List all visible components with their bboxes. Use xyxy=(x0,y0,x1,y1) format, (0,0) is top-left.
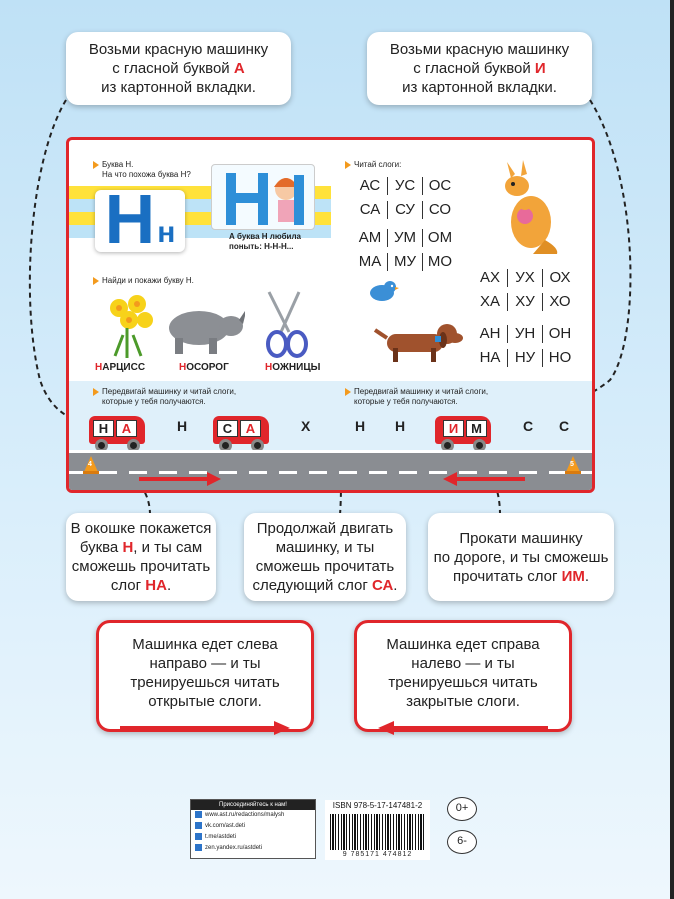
syllable: УС xyxy=(394,177,416,194)
highlight-syllable: СА xyxy=(371,577,394,594)
barcode xyxy=(330,814,425,850)
callout-line: из картонной вкладки. xyxy=(101,79,256,96)
dachshund-picture-icon xyxy=(373,316,465,366)
direction-line: Машинка едет слева xyxy=(132,636,278,653)
traffic-cone-icon xyxy=(83,456,99,474)
link-text: vk.com/ast.deti xyxy=(205,823,246,829)
rhino-picture-icon xyxy=(161,298,245,356)
callout-line: машинку, и ты xyxy=(275,539,375,556)
callout-take-car-i xyxy=(367,32,592,105)
letter-intro xyxy=(93,160,191,180)
road-letter: С xyxy=(523,418,534,434)
syllable-group-s xyxy=(353,174,457,222)
vowel-letter: А xyxy=(233,60,245,77)
direction-line: тренируешься читать xyxy=(388,674,538,691)
syllable: ХО xyxy=(549,293,571,310)
direction-box-right-to-left xyxy=(354,620,572,732)
syllable: СО xyxy=(428,201,452,218)
direction-box-left-to-right xyxy=(96,620,314,732)
callout-roll-car xyxy=(428,513,614,601)
intro-line: Буква Н. xyxy=(102,160,134,169)
book-spread xyxy=(66,137,595,493)
marker-triangle-icon xyxy=(93,388,99,396)
hint-line: Передвигай машинку и читай слоги, xyxy=(102,387,237,396)
read-label: Читай слоги: xyxy=(354,160,402,169)
direction-line: направо — и ты xyxy=(149,655,261,672)
direction-line: Машинка едет справа xyxy=(386,636,540,653)
arrow-left-icon xyxy=(378,721,548,735)
callout-line: прочитать слог xyxy=(452,567,562,585)
road-letter: С xyxy=(559,418,570,434)
big-letter-upper: Н xyxy=(104,180,156,258)
callout-line: Возьми красную машинку xyxy=(88,41,269,58)
car-window: М xyxy=(466,420,487,437)
callout-line: с гласной буквой xyxy=(112,60,234,77)
vowel-letter: И xyxy=(534,60,546,77)
social-links-box xyxy=(190,799,316,859)
syllable: АХ xyxy=(479,269,500,286)
marker-triangle-icon xyxy=(93,277,99,285)
syllable: МУ xyxy=(393,253,417,270)
highlight-letter: Н xyxy=(122,539,134,556)
intro-question: На что похожа буква Н? xyxy=(102,170,191,179)
callout-line: Возьми красную машинку xyxy=(389,41,570,58)
syllable: УМ xyxy=(393,229,417,246)
word-first-letter: Н xyxy=(179,362,187,373)
link-row[interactable] xyxy=(191,832,315,843)
syllable: ОН xyxy=(548,325,572,342)
red-car-sa[interactable] xyxy=(213,412,269,452)
red-car-im[interactable] xyxy=(435,412,491,452)
road-letter: Н xyxy=(177,418,188,434)
zen-icon xyxy=(195,844,202,851)
girl-with-letter-icon xyxy=(212,165,316,231)
daffodil-picture-icon xyxy=(99,290,159,360)
barcode-digits: 9 785171 474812 xyxy=(342,851,413,858)
callout-line: Прокати машинку xyxy=(459,529,583,547)
syllable-group-h xyxy=(473,266,577,314)
syllable: НА xyxy=(479,349,501,366)
caption-line: А буква Н любила xyxy=(229,232,301,241)
syllable: ОС xyxy=(428,177,452,194)
vk-icon xyxy=(195,822,202,829)
find-letter-task xyxy=(93,276,194,286)
caption-line: поныть: Н-Н-Н... xyxy=(229,242,294,251)
syllable: УХ xyxy=(515,269,535,286)
marker-triangle-icon xyxy=(345,161,351,169)
word-rest: ОЖНИЦЫ xyxy=(272,362,321,373)
link-row[interactable] xyxy=(191,821,315,832)
word-rest: АРЦИСС xyxy=(102,362,146,373)
callout-line: . xyxy=(584,567,590,585)
road-letter: Н xyxy=(355,418,366,434)
hint-line: которые у тебя получаются. xyxy=(354,397,458,406)
direction-line: тренируешься читать xyxy=(130,674,280,691)
syllable-group-m xyxy=(353,226,457,274)
arrow-right-icon xyxy=(139,472,221,486)
syllable: ОХ xyxy=(549,269,571,286)
arrow-left-icon xyxy=(443,472,525,486)
word-narciss xyxy=(95,362,145,373)
car-window: А xyxy=(116,420,137,437)
hint-line: которые у тебя получаются. xyxy=(102,397,206,406)
syllable: НО xyxy=(548,349,572,366)
callout-line: , и ты сам xyxy=(133,539,203,556)
car-window: С xyxy=(217,420,238,437)
car-window: И xyxy=(443,420,464,437)
marker-triangle-icon xyxy=(93,161,99,169)
marker-triangle-icon xyxy=(345,388,351,396)
direction-line: налево — и ты xyxy=(411,655,515,672)
callout-line: следующий слог xyxy=(252,577,372,594)
link-text: zen.yandex.ru/astdeti xyxy=(205,845,263,851)
callout-line: сможешь прочитать xyxy=(71,558,211,575)
road-letter: Х xyxy=(301,418,311,434)
syllable: АН xyxy=(479,325,501,342)
lane-hint-left xyxy=(93,387,236,407)
age-rating-badge: 0+ xyxy=(447,797,477,821)
hint-line: Передвигай машинку и читай слоги, xyxy=(354,387,489,396)
link-row[interactable] xyxy=(191,843,315,854)
road-letter: Н xyxy=(395,418,406,434)
word-nozhnicy xyxy=(265,362,320,373)
kangaroo-picture-icon xyxy=(493,160,559,256)
syllable: УН xyxy=(514,325,536,342)
syllable: ХА xyxy=(479,293,500,310)
callout-line: . xyxy=(393,577,398,594)
syllable: АС xyxy=(359,177,381,194)
callout-line: по дороге, и ты сможешь xyxy=(433,548,609,566)
direction-line: закрытые слоги. xyxy=(406,693,520,710)
callout-line: с гласной буквой xyxy=(413,60,535,77)
word-nosorog xyxy=(179,362,229,373)
isbn-text: ISBN 978-5-17-147481-2 xyxy=(332,801,423,810)
road-edge xyxy=(69,450,595,453)
syllable: СА xyxy=(359,201,381,218)
syllable: МА xyxy=(358,253,382,270)
callout-line: слог xyxy=(110,577,146,594)
syllable: МО xyxy=(427,253,453,270)
syllable: АМ xyxy=(358,229,382,246)
syllable: НУ xyxy=(514,349,536,366)
callout-line: сможешь прочитать xyxy=(255,558,395,575)
lane-hint-right xyxy=(345,387,488,407)
link-row[interactable] xyxy=(191,810,315,821)
read-syllables-label xyxy=(345,160,401,170)
syllable-group-n xyxy=(473,322,577,370)
task-text: Найди и покажи букву Н. xyxy=(102,276,194,285)
word-first-letter: Н xyxy=(95,362,103,373)
direction-line: открытые слоги. xyxy=(148,693,262,710)
callout-line: из картонной вкладки. xyxy=(402,79,557,96)
book-spine-edge xyxy=(670,0,674,899)
arrow-right-icon xyxy=(120,721,290,735)
traffic-cone-icon xyxy=(565,456,581,474)
syllable: ОМ xyxy=(427,229,453,246)
link-text: t.me/astdeti xyxy=(205,834,237,840)
highlight-syllable: НА xyxy=(145,577,167,594)
telegram-icon xyxy=(195,833,202,840)
bird-picture-icon xyxy=(365,278,399,304)
girl-letter-picture xyxy=(211,164,315,230)
isbn-block xyxy=(325,800,430,860)
cone-number: 5 xyxy=(570,461,574,468)
callout-keep-moving xyxy=(244,513,406,601)
callout-take-car-a xyxy=(66,32,291,105)
age-rating-badge: 6- xyxy=(447,830,477,854)
cone-number: 4 xyxy=(88,461,92,468)
word-rest: ОСОРОГ xyxy=(186,362,229,373)
web-icon xyxy=(195,811,202,818)
callout-line: буква xyxy=(79,539,123,556)
letter-caption xyxy=(229,232,301,252)
big-letter-card xyxy=(95,180,185,258)
scissors-picture-icon xyxy=(259,288,311,360)
link-text: www.ast.ru/redactions/malysh xyxy=(205,812,285,818)
callout-line: Продолжай двигать xyxy=(256,520,394,537)
syllable: СУ xyxy=(395,201,415,218)
red-car-na[interactable] xyxy=(89,412,145,452)
callout-window-shows xyxy=(66,513,216,601)
car-window: А xyxy=(240,420,261,437)
join-us-heading: Присоединяйтесь к нам! xyxy=(191,800,315,810)
car-window: Н xyxy=(93,420,114,437)
big-letter-lower: н xyxy=(157,216,176,249)
callout-line: В окошке покажется xyxy=(70,520,212,537)
callout-line: . xyxy=(166,577,172,594)
highlight-syllable: ИМ xyxy=(561,567,585,585)
word-first-letter: Н xyxy=(265,362,273,373)
syllable: ХУ xyxy=(515,293,535,310)
